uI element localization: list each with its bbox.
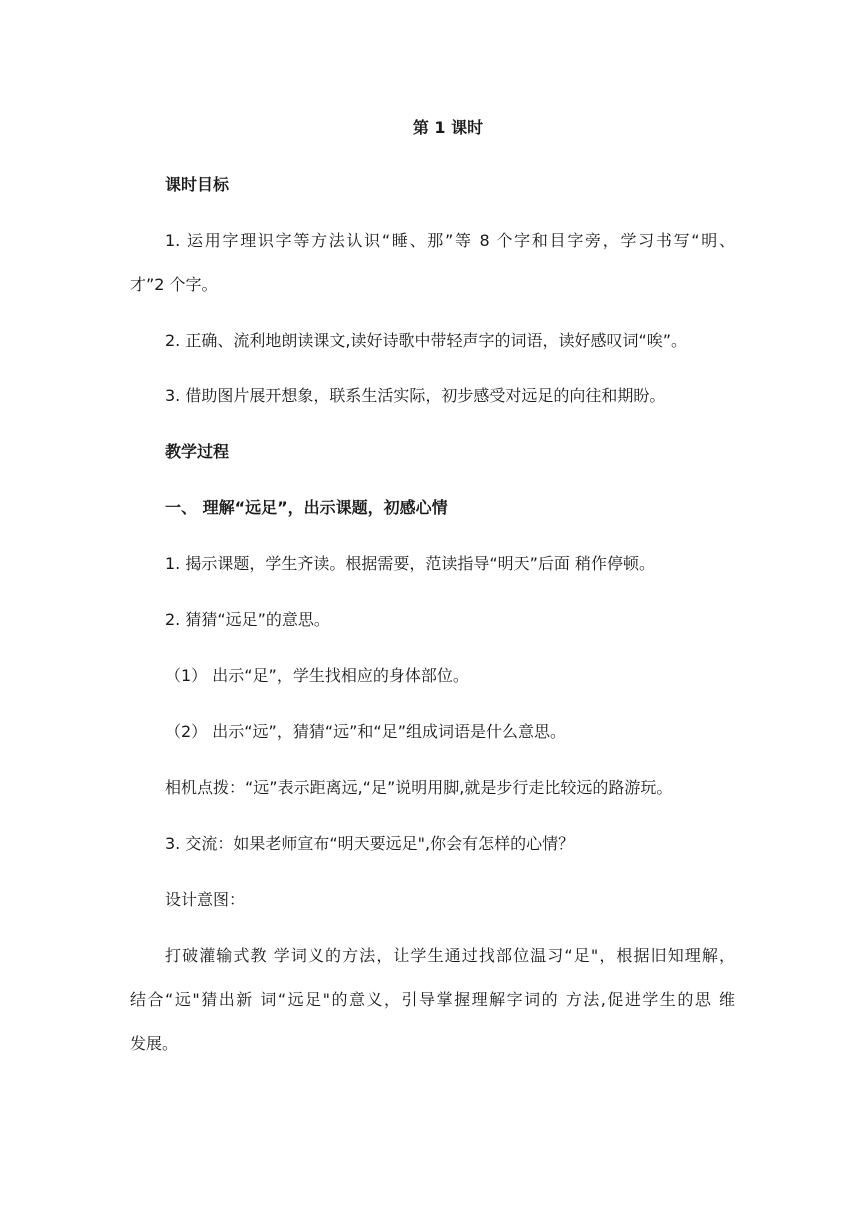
design-intent-line-2: 结合“远"猜出新 词“远足"的意义，引导掌握理解字词的 方法,促进学生的思 维 bbox=[130, 990, 735, 1009]
goal-item-2: 2. 正确、流利地朗读课文,读好诗歌中带轻声字的词语，读好感叹词“唉”。 bbox=[165, 331, 688, 350]
step-2-sub-1: （1） 出示“足”，学生找相应的身体部位。 bbox=[165, 666, 469, 685]
process-heading: 教学过程 bbox=[165, 442, 230, 461]
step-1: 1. 揭示课题，学生齐读。根据需要，范读指导“明天”后面 稍作停顿。 bbox=[165, 554, 656, 573]
step-3: 3. 交流：如果老师宣布“明天要远足",你会有怎样的心情？ bbox=[165, 834, 575, 853]
section-heading-1: 一、 理解“远足”，出示课题，初感心情 bbox=[165, 498, 448, 517]
goal-item-1: 1. 运用字理识字等方法认识“睡、那”等 8 个字和目字旁，学习书写“明、 bbox=[165, 231, 735, 250]
goal-item-3: 3. 借助图片展开想象，联系生活实际，初步感受对远足的向往和期盼。 bbox=[165, 386, 666, 405]
goals-heading: 课时目标 bbox=[165, 175, 230, 194]
design-intent-line-3: 发展。 bbox=[130, 1034, 179, 1053]
step-2: 2. 猜猜“远足”的意思。 bbox=[165, 610, 330, 629]
lesson-title: 第 1 课时 bbox=[412, 118, 484, 137]
teacher-hint: 相机点拨：“远”表示距离远,“足”说明用脚,就是步行走比较远的路游玩。 bbox=[165, 778, 673, 797]
design-intent-label: 设计意图： bbox=[165, 890, 246, 909]
design-intent-line-1: 打破灌输式教 学词义的方法，让学生通过找部位温习“足"，根据旧知理解， bbox=[165, 946, 735, 965]
goal-item-1-continued: 才”2 个字。 bbox=[130, 275, 218, 294]
step-2-sub-2: （2） 出示“远”，猜猜“远”和“足”组成词语是什么意思。 bbox=[165, 722, 567, 741]
